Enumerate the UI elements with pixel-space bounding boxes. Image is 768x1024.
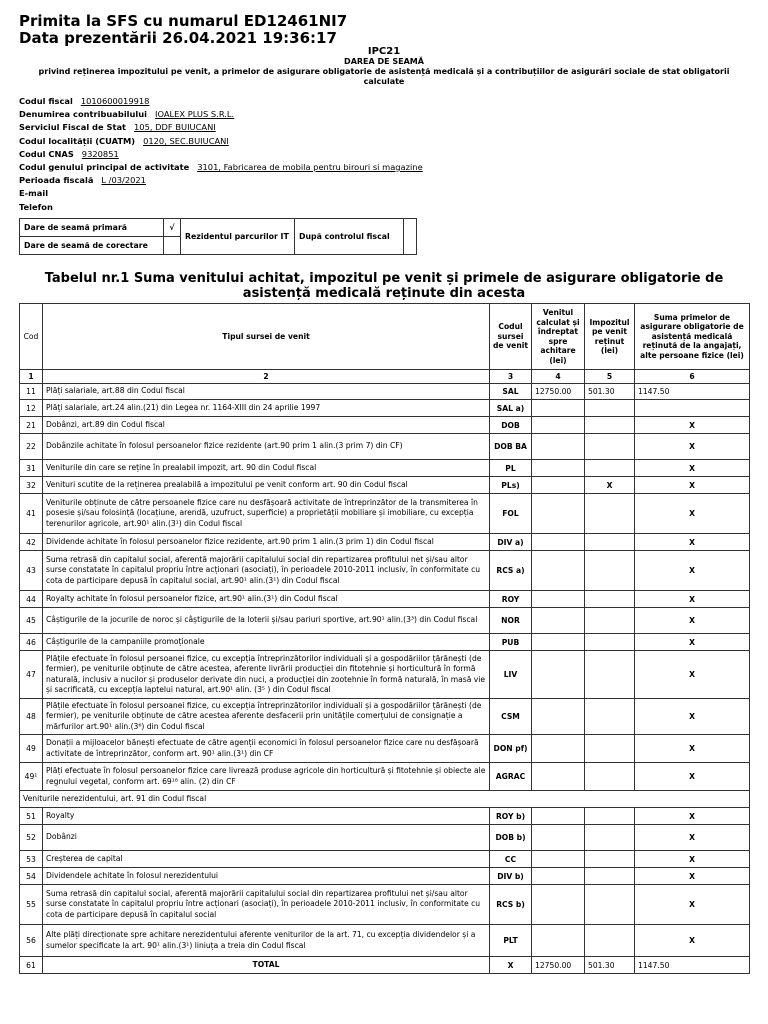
primary-report-checkbox[interactable]: √ (164, 219, 181, 237)
row-code: 12 (20, 400, 43, 417)
income-type: Veniturile din care se reține în prealabil impozit, art. 90 din Codul fiscal (43, 460, 490, 477)
tax-amount[interactable] (585, 699, 635, 735)
medical-premium: X (635, 434, 750, 460)
source-code: DIV a) (490, 534, 532, 551)
after-control-label: După controlul fiscal (295, 219, 404, 255)
income-amount[interactable] (532, 925, 585, 957)
source-code: DIV b) (490, 868, 532, 885)
row-code: 22 (20, 434, 43, 460)
income-type: TOTAL (43, 957, 490, 974)
medical-premium: X (635, 460, 750, 477)
row-code: 52 (20, 825, 43, 851)
tax-amount[interactable] (585, 868, 635, 885)
stamp-date: Data prezentării 26.04.2021 19:36:17 (19, 29, 337, 47)
table-row (20, 925, 750, 957)
info-row (19, 122, 423, 135)
section-header: Veniturile nerezidentului, art. 91 din Codul fiscal (20, 791, 750, 808)
table-row (20, 384, 750, 400)
income-type: Plăți efectuate în folosul persoanelor fizice care livrează produse agricole din horticultură și fitotehnie și obiecte ale regnului vegetal, conform art. 69¹⁸ alin. (2) din CF (43, 763, 490, 791)
income-amount[interactable] (532, 825, 585, 851)
tax-amount[interactable] (585, 763, 635, 791)
row-code: 55 (20, 885, 43, 925)
tax-amount: X (585, 477, 635, 494)
medical-premium: X (635, 851, 750, 868)
tax-amount[interactable] (585, 400, 635, 417)
income-type: Plățile efectuate în folosul persoanei fizice, cu excepția întreprinzătorilor individuali și a gospodăriilor țărănești (de fermier), pe veniturile obținute de către acestea aferente desfacerii prin unitățile comerțului de consignație a mărfurilor art.90¹ alin.(3⁶) din Codul fiscal (43, 699, 490, 735)
income-type: Plățile efectuate în folosul persoanei fizice, cu excepția întreprinzătorilor individuali și a gospodăriilor țărănești (de fermier), pe veniturile obținute de către acestea, aferente livrării producției din fitotehnie și horticultură în formă naturală, inclusiv a nucilor și produselor derivate din nuci, a producției din zootehnie în formă naturală, în masă vie și sacrificată, cu excepția laptelui natural, art.90¹ alin. (3⁵ ) din Codul fiscal (43, 651, 490, 699)
income-type: Câștigurile de la jocurile de noroc și câștigurile de la loterii și/sau pariuri sportive, art.90¹ alin.(3³) din Codul fiscal (43, 608, 490, 634)
income-amount[interactable] (532, 417, 585, 434)
income-type: Royalty (43, 808, 490, 825)
table-row (20, 825, 750, 851)
income-amount[interactable] (532, 534, 585, 551)
table-row (20, 434, 750, 460)
income-amount[interactable] (532, 699, 585, 735)
medical-premium: X (635, 868, 750, 885)
header-tip: Tipul sursei de venit (43, 304, 490, 370)
income-amount[interactable]: 12750.00 (532, 384, 585, 400)
table-row (20, 591, 750, 608)
medical-premium: X (635, 494, 750, 534)
tax-amount[interactable] (585, 534, 635, 551)
tax-amount[interactable]: 501.30 (585, 384, 635, 400)
income-amount[interactable] (532, 851, 585, 868)
info-label: Codul localității (CUATM) (19, 135, 136, 146)
table-row (20, 791, 750, 808)
income-amount[interactable] (532, 434, 585, 460)
medical-premium: X (635, 885, 750, 925)
source-code: X (490, 957, 532, 974)
income-amount[interactable] (532, 551, 585, 591)
it-resident-label: Rezidentul parcurilor IT (181, 219, 295, 255)
income-type: Suma retrasă din capitalul social, aferentă majorării capitalului social din repartizarea profitului net și/sau altor surse constatate în capitalul propriu între acționari (asociați), în perioadele 2010-2011 inclusiv, în conformitate cu cota de participare depusă în capitalul social (43, 885, 490, 925)
income-amount[interactable] (532, 494, 585, 534)
tax-amount[interactable] (585, 551, 635, 591)
medical-premium[interactable]: 1147.50 (635, 957, 750, 974)
medical-premium: X (635, 808, 750, 825)
income-type: Donații a mijloacelor bănești efectuate de către agenții economici în folosul persoanelor fizice care nu desfășoară activitate de întreprinzător, conform art. 90¹ alin.(3¹) din CF (43, 735, 490, 763)
row-code: 56 (20, 925, 43, 957)
table-row (20, 551, 750, 591)
medical-premium: X (635, 417, 750, 434)
source-code: LIV (490, 651, 532, 699)
source-code: FOL (490, 494, 532, 534)
row-code: 49¹ (20, 763, 43, 791)
income-amount[interactable] (532, 808, 585, 825)
row-code: 48 (20, 699, 43, 735)
row-code: 44 (20, 591, 43, 608)
table-row (20, 808, 750, 825)
income-type: Veniturile obținute de către persoanele fizice care nu desfășoară activitate de întreprinzător de la transmiterea în posesie și/sau folosință (locațiune, arendă, uzufruct, superficie) a proprietății mobiliare și imobiliare, cu excepția terenurilor agricole, art.90¹ alin.(3¹) din Codul fiscal (43, 494, 490, 534)
info-row (19, 136, 423, 149)
income-amount[interactable] (532, 634, 585, 651)
source-code: PLT (490, 925, 532, 957)
income-type: Plăți salariale, art.88 din Codul fiscal (43, 384, 490, 400)
tax-amount[interactable] (585, 735, 635, 763)
tax-amount[interactable] (585, 460, 635, 477)
income-type: Dividende achitate în folosul persoanelor fizice rezidente, art.90 prim 1 alin.(3 prim 1) din Codul fiscal (43, 534, 490, 551)
income-type: Venituri scutite de la reținerea prealabilă a impozitului pe venit conform art. 90 din Codul fiscal (43, 477, 490, 494)
tax-amount[interactable] (585, 851, 635, 868)
tax-amount[interactable] (585, 885, 635, 925)
colnum-6: 6 (635, 370, 750, 384)
row-code: 51 (20, 808, 43, 825)
table-row (20, 534, 750, 551)
info-label: Codul fiscal (19, 96, 73, 106)
income-type: Plăți salariale, art.24 alin.(21) din Legea nr. 1164-XIII din 24 aprilie 1997 (43, 400, 490, 417)
income-type: Alte plăți direcționate spre achitare nerezidentului aferente veniturilor de la art. 71, cu excepția dividendelor și a sumelor specificate la art. 90¹ alin.(3¹) liniuța a treia din Codul fiscal (43, 925, 490, 957)
stamp-number: Primita la SFS cu numarul ED12461NI7 (19, 12, 348, 30)
row-code: 61 (20, 957, 43, 974)
income-amount[interactable] (532, 591, 585, 608)
source-code: AGRAC (490, 763, 532, 791)
medical-premium: X (635, 477, 750, 494)
source-code: CC (490, 851, 532, 868)
colnum-2: 2 (43, 370, 490, 384)
info-value: 9320851 (81, 148, 119, 159)
income-table (19, 303, 750, 974)
row-code: 32 (20, 477, 43, 494)
table-row (20, 417, 750, 434)
medical-premium: X (635, 763, 750, 791)
source-code: NOR (490, 608, 532, 634)
income-type: Dobânzile achitate în folosul persoanelor fizice rezidente (art.90 prim 1 alin.(3 prim 7) din CF) (43, 434, 490, 460)
income-type: Dobânzi, art.89 din Codul fiscal (43, 417, 490, 434)
row-code: 47 (20, 651, 43, 699)
income-amount[interactable]: 12750.00 (532, 957, 585, 974)
info-label: E-mail (19, 188, 49, 199)
info-row (19, 96, 423, 109)
tax-amount[interactable]: 501.30 (585, 957, 635, 974)
income-type: Dobânzi (43, 825, 490, 851)
row-code: 41 (20, 494, 43, 534)
source-code: DOB (490, 417, 532, 434)
source-code: RCS b) (490, 885, 532, 925)
source-code: CSM (490, 699, 532, 735)
table-row (20, 608, 750, 634)
colnum-1: 1 (20, 370, 43, 384)
table-row (20, 477, 750, 494)
info-row (19, 162, 423, 175)
row-code: 54 (20, 868, 43, 885)
source-code: SAL (490, 384, 532, 400)
info-label: Denumirea contribuabilului (19, 109, 148, 120)
tax-amount[interactable] (585, 434, 635, 460)
medical-premium: X (635, 591, 750, 608)
medical-premium[interactable] (635, 400, 750, 417)
medical-premium: X (635, 534, 750, 551)
taxpayer-info (19, 96, 423, 215)
table-row (20, 885, 750, 925)
source-code: RCS a) (490, 551, 532, 591)
income-amount[interactable] (532, 400, 585, 417)
colnum-5: 5 (585, 370, 635, 384)
correction-report-checkbox[interactable] (164, 237, 181, 255)
info-row (19, 188, 423, 201)
income-amount[interactable] (532, 868, 585, 885)
info-value: IOALEX PLUS S.R.L. (155, 109, 235, 120)
medical-premium: X (635, 634, 750, 651)
income-type: Creșterea de capital (43, 851, 490, 868)
table-row (20, 851, 750, 868)
tax-amount[interactable] (585, 608, 635, 634)
info-value: 105, DDF BUIUCANI (134, 122, 216, 133)
info-value: 1010600019918 (80, 96, 150, 106)
table-row (20, 634, 750, 651)
table-row (20, 494, 750, 534)
header-codul: Codul sursei de venit (490, 304, 532, 370)
info-value: 0120, SEC.BUIUCANI (143, 135, 229, 146)
info-label: Serviciul Fiscal de Stat (19, 122, 127, 133)
row-code: 42 (20, 534, 43, 551)
income-amount[interactable] (532, 477, 585, 494)
medical-premium: X (635, 825, 750, 851)
header-cod: Cod (20, 304, 43, 370)
medical-premium: X (635, 925, 750, 957)
info-value: L /03/2021 (101, 175, 146, 186)
source-code: ROY (490, 591, 532, 608)
income-type: Suma retrasă din capitalul social, aferentă majorării capitalului social din repartizarea profitului net și/sau altor surse constatate în capitalul propriu între acționari (asociați), în perioadele 2010-2011 inclusiv, în conformitate cu cota de participare depusă în capitalul social, art.90¹ alin.(3¹) din Codul fiscal (43, 551, 490, 591)
medical-premium: X (635, 551, 750, 591)
tax-amount[interactable] (585, 417, 635, 434)
table-row (20, 400, 750, 417)
tax-amount[interactable] (585, 591, 635, 608)
info-label: Telefon (19, 201, 53, 212)
source-code: DOB b) (490, 825, 532, 851)
row-code: 43 (20, 551, 43, 591)
income-amount[interactable] (532, 460, 585, 477)
income-amount[interactable] (532, 885, 585, 925)
medical-premium: X (635, 699, 750, 735)
after-control-checkbox[interactable] (404, 219, 417, 255)
info-row (19, 175, 423, 188)
source-code: PUB (490, 634, 532, 651)
info-row (19, 149, 423, 162)
tax-amount[interactable] (585, 634, 635, 651)
medical-premium[interactable]: 1147.50 (635, 384, 750, 400)
form-code: IPC21 (367, 46, 401, 57)
row-code: 53 (20, 851, 43, 868)
source-code: DOB BA (490, 434, 532, 460)
colnum-4: 4 (532, 370, 585, 384)
income-amount[interactable] (532, 651, 585, 699)
row-code: 45 (20, 608, 43, 634)
source-code: ROY b) (490, 808, 532, 825)
info-label: Codul CNAS (19, 148, 74, 159)
table-row (20, 699, 750, 735)
table-row (20, 460, 750, 477)
form-title: DAREA DE SEAMĂ (344, 57, 424, 66)
tax-amount[interactable] (585, 808, 635, 825)
report-type-table (19, 218, 417, 255)
medical-premium: X (635, 735, 750, 763)
row-code: 31 (20, 460, 43, 477)
source-code: PL (490, 460, 532, 477)
row-code: 21 (20, 417, 43, 434)
table-row (20, 957, 750, 974)
form-subtitle: privind reținerea impozitului pe venit, a primelor de asigurare obligatorie de asistență medicală și a contribuțiilor de asigurări sociale de stat obligatorii calculate (38, 67, 730, 86)
info-label: Perioada fiscală (19, 175, 94, 186)
correction-report-label: Dare de seamă de corectare (20, 237, 164, 255)
tax-amount[interactable] (585, 925, 635, 957)
submission-stamp (19, 13, 347, 47)
info-row (19, 109, 423, 122)
medical-premium: X (635, 651, 750, 699)
tax-amount[interactable] (585, 651, 635, 699)
row-code: 46 (20, 634, 43, 651)
source-code: PLs) (490, 477, 532, 494)
info-label: Codul genului principal de activitate (19, 161, 190, 172)
income-type: Royalty achitate în folosul persoanelor fizice, art.90¹ alin.(3¹) din Codul fiscal (43, 591, 490, 608)
income-type: Dividendele achitate în folosul nerezidentului (43, 868, 490, 885)
table-row (20, 868, 750, 885)
source-code: DON pf) (490, 735, 532, 763)
income-amount[interactable] (532, 608, 585, 634)
table-row (20, 735, 750, 763)
source-code: SAL a) (490, 400, 532, 417)
row-code: 49 (20, 735, 43, 763)
income-type: Câștigurile de la campaniile promoționale (43, 634, 490, 651)
table1-title: Tabelul nr.1 Suma venitului achitat, impozitul pe venit și primele de asigurare obligatorie de asistență medicală reținute din acesta (44, 271, 724, 301)
tax-amount[interactable] (585, 494, 635, 534)
header-impozit: Impozitul pe venit reținut (lei) (585, 304, 635, 370)
info-row (19, 202, 423, 215)
income-amount[interactable] (532, 763, 585, 791)
table-row (20, 763, 750, 791)
colnum-3: 3 (490, 370, 532, 384)
info-value: 3101, Fabricarea de mobila pentru birouri si magazine (197, 161, 423, 172)
tax-amount[interactable] (585, 825, 635, 851)
primary-report-label: Dare de seamă primară (20, 219, 164, 237)
row-code: 11 (20, 384, 43, 400)
header-prime: Suma primelor de asigurare obligatorie de asistență medicală reținută de la angajați, alte persoane fizice (lei) (635, 304, 750, 370)
income-amount[interactable] (532, 735, 585, 763)
medical-premium: X (635, 608, 750, 634)
table-row (20, 651, 750, 699)
header-venit: Venitul calculat și îndreptat spre achitare (lei) (532, 304, 585, 370)
